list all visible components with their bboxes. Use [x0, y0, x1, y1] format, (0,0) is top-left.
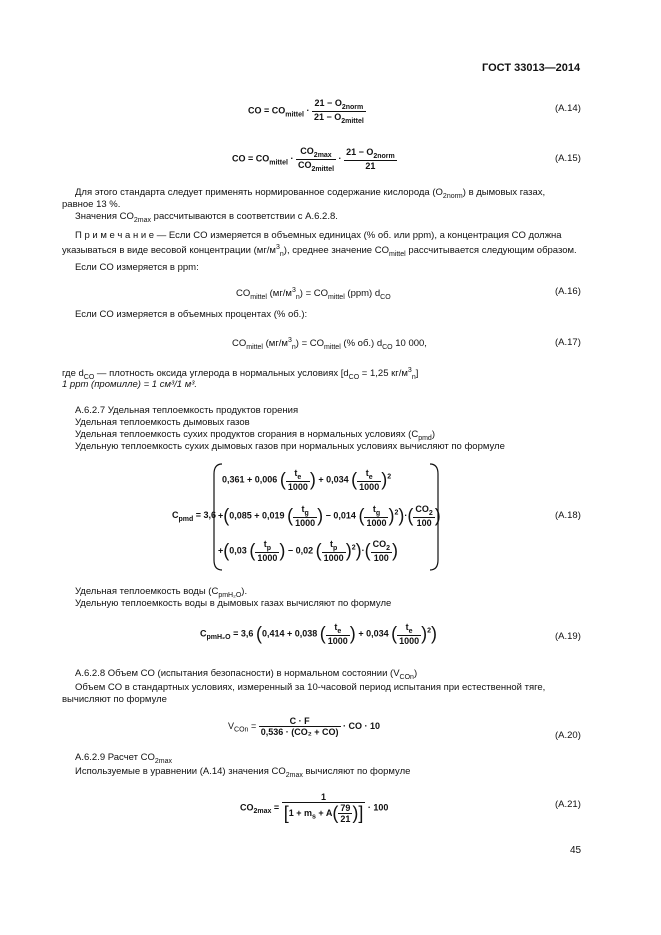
note-line-1: П р и м е ч а н и е — Если CO измеряется в объемных единицах (% об. или ppm), а концентрация CO должна [75, 230, 562, 241]
section-a629-heading: А.6.2.9 Расчет $CO_{2max}$ [75, 752, 172, 765]
equation-a19: $C_{pmH_2O} = 3,6$ (0,414 + 0,038 ( $\frac{t_e}{1000}$ ) + 0,034 ( $\frac{t_e}{1000}$ )$^2$) [200, 622, 438, 646]
water-formula-intro: Удельную теплоемкость воды в дымовых газах вычисляют по формуле [75, 598, 392, 609]
equation-a16: $CO_{mittel}$ $(мг/м^3_n) = CO_{mittel}$ (ppm) $d_{CO}$ [236, 287, 391, 302]
section-a627-line1: Удельная теплоемкость дымовых газов [75, 417, 250, 428]
equation-a21: $CO_{2max}$ = 1 [$1 + m_s + A$( $\frac{79}{21}$ )] · 100 [240, 792, 389, 824]
section-a628-line1: Объем CO в стандартных условиях, измеренный за 10-часовой период испытания при естественной тяге, [75, 682, 546, 693]
equation-a18-lhs: $C_{pmd} = 3,6$ [172, 510, 217, 523]
section-a628-line2: вычисляют по формуле [62, 694, 167, 705]
equation-a15: CO = $CO_{mittel}$ · $\frac{CO_{2max}}{CO_{2mittel}}$ · $\frac{21 - O_{2norm}}{21}$ [232, 146, 395, 173]
ppm-condition: Если CO измеряется в ppm: [75, 262, 199, 273]
section-a627-line3: Удельную теплоемкость сухих дымовых газов при нормальных условиях вычисляют по формуле [75, 441, 505, 452]
paragraph-oxygen: Для этого стандарта следует применять нормированное содержание кислорода $(O_{2norm})$ в дымовых газах, [75, 187, 546, 200]
where-definition: где $d_{CO}$ — плотность оксида углерода в нормальных условиях [$d_{CO} = 1,25$ $кг/м^3_n$] [62, 367, 419, 382]
paragraph-co2max: Значения $CO_{2max}$ рассчитываются в соответствии с А.6.2.8. [75, 211, 338, 224]
vol-condition: Если CO измеряется в объемных процентах (% об.): [75, 309, 308, 320]
section-a629-line1: Используемые в уравнении (А.14) значения $CO_{2max}$ вычисляют по формуле [75, 766, 411, 779]
page-number: 45 [570, 845, 582, 856]
equation-number-a15: (А.15) [555, 153, 581, 164]
section-a627-heading: А.6.2.7 Удельная теплоемкость продуктов горения [75, 405, 299, 416]
equation-number-a17: (А.17) [555, 337, 581, 348]
equation-number-a16: (А.16) [555, 286, 581, 297]
section-a628-heading: А.6.2.8 Объем CO (испытания безопасности) в нормальном состоянии $(V_{COn})$ [75, 668, 418, 681]
equation-a20: $V_{COn}$ = $\frac{C \cdot F}{\text{0,536 · (CO₂ + CO)}}$ · CO · 10 [228, 716, 381, 737]
equation-a17: $CO_{mittel}$ $(мг/м^3_n) = CO_{mittel}$ (% об.) $d_{CO}$ 10 000, [232, 337, 427, 352]
equation-number-a19: (А.19) [555, 631, 581, 642]
paragraph-oxygen-cont: равное 13 %. [62, 199, 121, 210]
equation-a18-row1: 0,361 + 0,006 ( $\frac{t_e}{1000}$ ) + 0,034 ( $\frac{t_e}{1000}$ )$^2$ [222, 468, 392, 492]
ppm-definition: 1 ppm (промилле) = 1 см³/1 м³. [62, 379, 198, 390]
equation-a18-row2: +(0,085 + 0,019 ( $\frac{t_g}{1000}$ ) − 0,014 ( $\frac{t_g}{1000}$ )$^2$)·( $\frac{CO_2}{100}$ ) [218, 504, 441, 528]
note-line-2: указываться в виде весовой концентрации $(мг/м^3_n)$, среднее значение $CO_{mittel}$ рассчитывается следующим образом. [62, 244, 577, 259]
equation-number-a18: (А.18) [555, 510, 581, 521]
equation-number-a14: (А.14) [555, 103, 581, 114]
equation-a14: CO = $CO_{mittel}$ · $\frac{21 - O_{2norm}}{21 - O_{2mittel}}$ [248, 98, 364, 125]
water-heat-capacity: Удельная теплоемкость воды $(C_{pmH_2O})$. [75, 586, 248, 599]
document-code: ГОСТ 33013—2014 [482, 62, 581, 74]
equation-number-a21: (А.21) [555, 799, 581, 810]
equation-a18-row3: +(0,03 ( $\frac{t_p}{1000}$ ) − 0,02 ( $\frac{t_p}{1000}$ )$^2$)·( $\frac{CO_2}{100}$ ) [218, 539, 398, 563]
equation-number-a20: (А.20) [555, 730, 581, 741]
section-a627-line2: Удельная теплоемкость сухих продуктов сгорания в нормальных условиях $(C_{pmd})$ [75, 429, 435, 442]
